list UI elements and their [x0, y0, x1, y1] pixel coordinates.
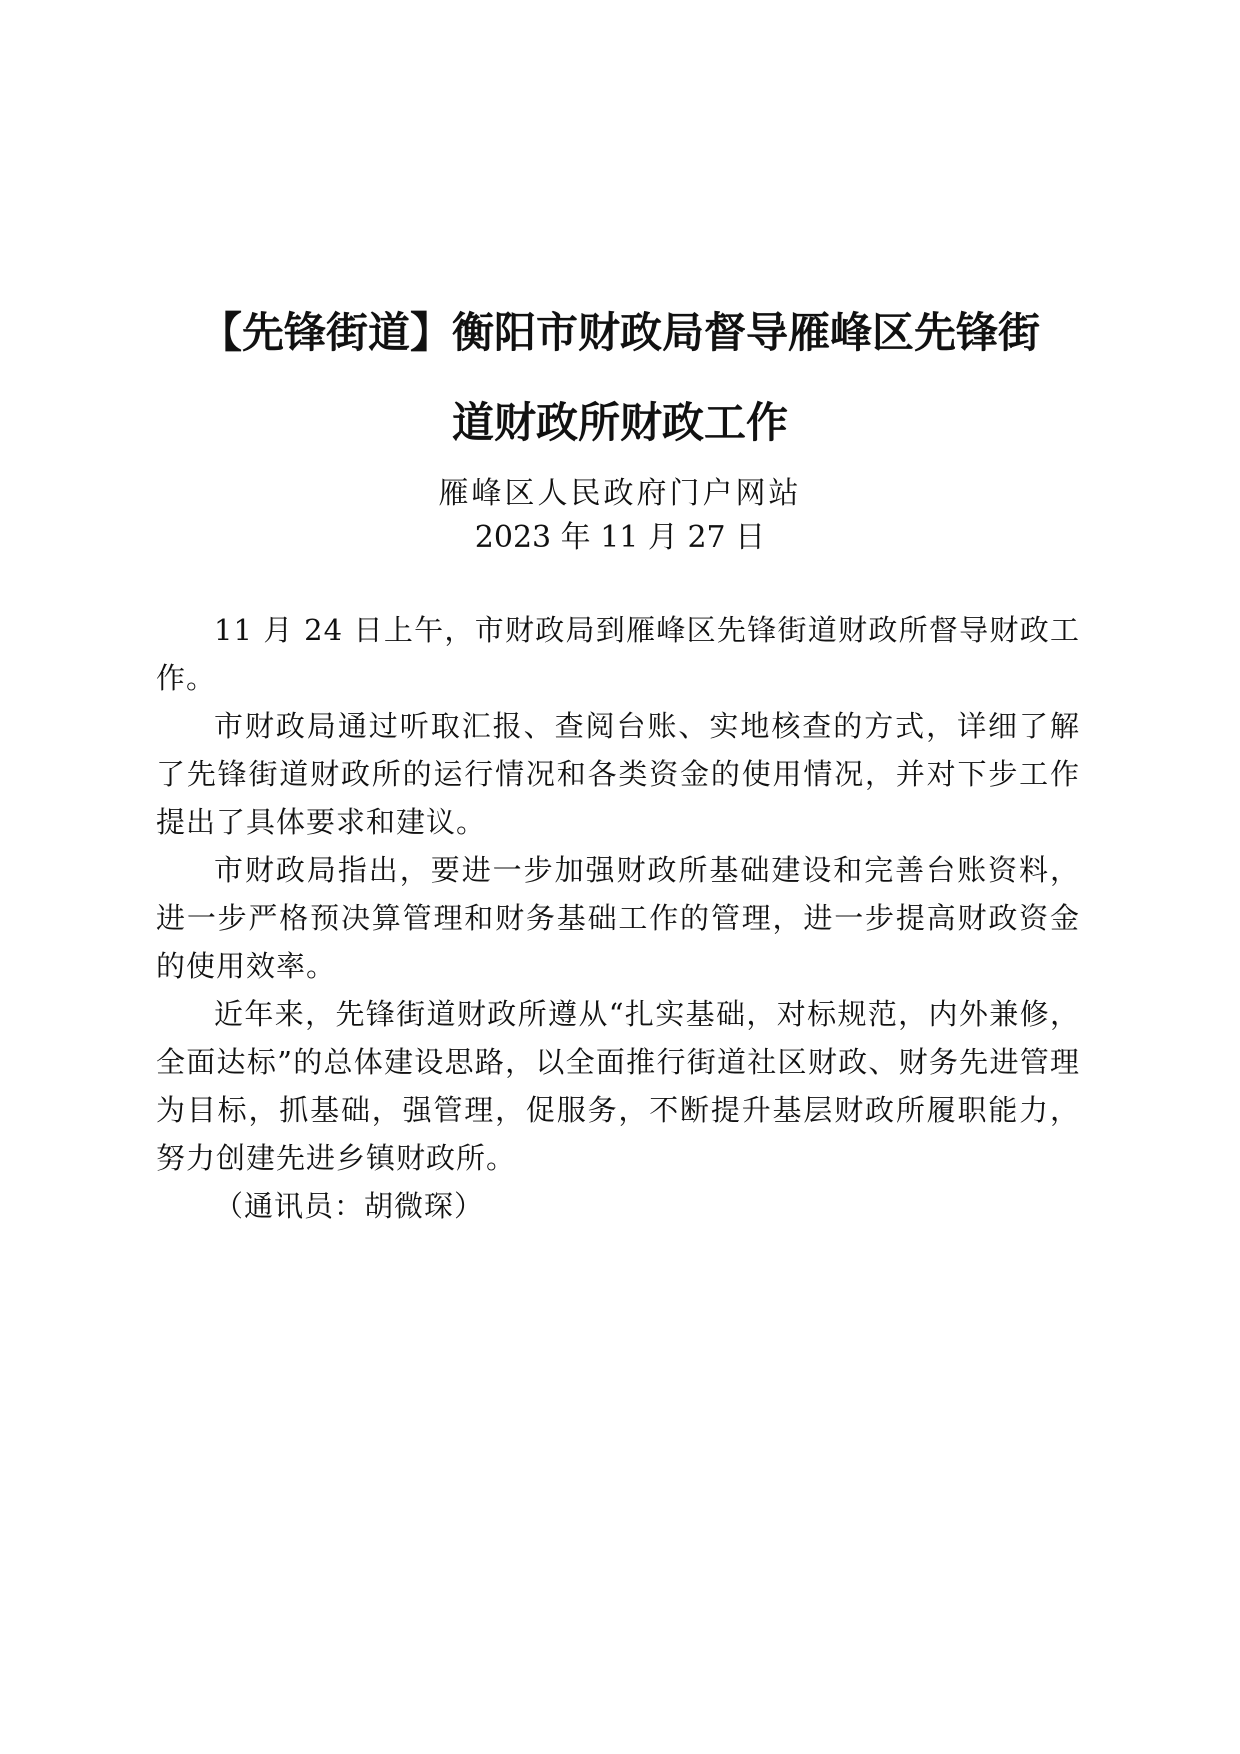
article-source: 雁峰区人民政府门户网站: [438, 476, 802, 511]
paragraph-methods: 市财政局通过听取汇报、查阅台账、实地核查的方式，详细了解了先锋街道财政所的运行情况和各类资金的使用情况，并对下步工作提出了具体要求和建议。: [156, 709, 1080, 839]
paragraph-background: 近年来，先锋街道财政所遵从“扎实基础，对标规范，内外兼修，全面达标”的总体建设思路，以全面推行街道社区财政、财务先进管理为目标，抓基础，强管理，促服务，不断提升基层财政所履职能力，努力创建先进乡镇财政所。: [156, 997, 1080, 1175]
article-title-line-2: 道财政所财政工作: [451, 398, 788, 447]
article-title-line-1: 【先锋街道】衡阳市财政局督导雁峰区先锋街: [199, 308, 1040, 357]
paragraph-intro: 11 月 24 日上午，市财政局到雁峰区先锋街道财政所督导财政工作。: [156, 613, 1080, 695]
correspondent-credit: （通讯员：胡微琛）: [214, 1189, 485, 1223]
paragraph-requirements: 市财政局指出，要进一步加强财政所基础建设和完善台账资料，进一步严格预决算管理和财务基础工作的管理，进一步提高财政资金的使用效率。: [156, 853, 1080, 983]
article-date: 2023 年 11 月 27 日: [474, 520, 766, 555]
article-body: [156, 606, 1080, 1230]
